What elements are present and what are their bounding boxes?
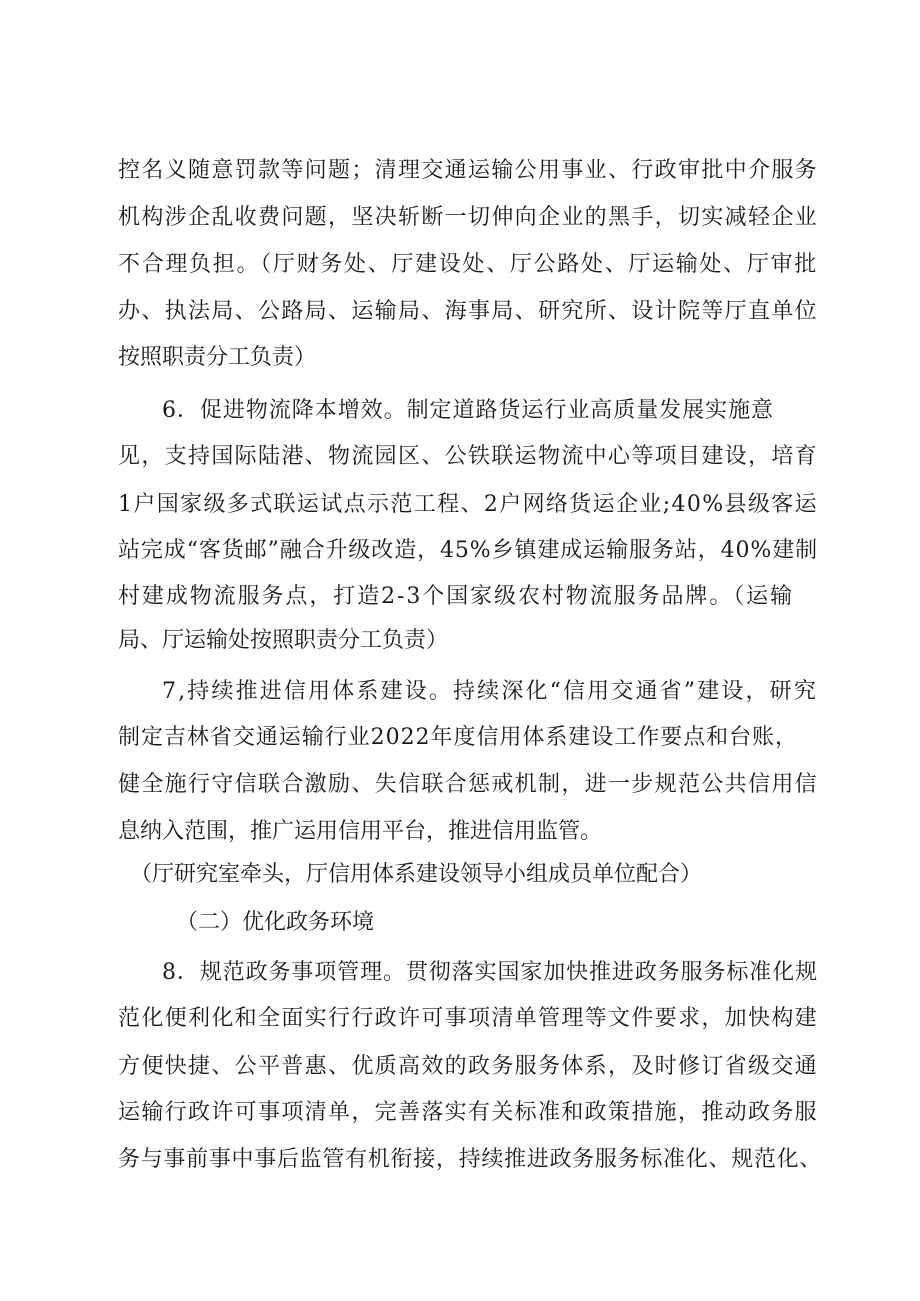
paragraph-heading-line: 7,持续推进信用体系建设。持续深化“信用交通省”建设，研究 [162,679,818,704]
paragraph-heading-line: 6．促进物流降本增效。制定道路货运行业高质量发展实施意 [162,398,774,423]
text-line: 健全施行守信联合激励、失信联合惩戒机制，进一步规范公共信用信 [118,772,818,797]
text-line: 控名义随意罚款等问题；清理交通运输公用事业、行政审批中介服务 [118,158,818,183]
text-line: 不合理负担。（厅财务处、厅建设处、厅公路处、厅运输处、厅审批 [118,252,818,277]
text-line: 制定吉林省交通运输行业2022年度信用体系建设工作要点和台账， [118,725,798,750]
text-line: 机构涉企乱收费问题，坚决斩断一切伸向企业的黑手，切实减轻企业 [118,205,818,230]
text-line: （厅研究室牵头，厅信用体系建设领导小组成员单位配合） [130,862,703,887]
paragraph-heading-line: 8．规范政务事项管理。贯彻落实国家加快推进政务服务标准化规 [162,960,818,985]
text-line: 见，支持国际陆港、物流园区、公铁联运物流中心等项目建设，培育 [118,444,818,469]
text-line: 按照职责分工负责） [118,345,317,370]
text-line: 务与事前事中事后监管有机衔接，持续推进政务服务标准化、规范化、 [118,1147,822,1172]
text-line: 息纳入范围，推广运用信用平台，推进信用监管。 [118,819,603,844]
text-line: 村建成物流服务点，打造2-3个国家级农村物流服务品牌。（运输 [118,584,794,609]
section-heading: （二）优化政务环境 [176,910,375,935]
text-line: 方便快捷、公平普惠、优质高效的政务服务体系，及时修订省级交通 [118,1054,818,1079]
text-line: 范化便利化和全面实行行政许可事项清单管理等文件要求，加快构建 [118,1006,818,1031]
text-line: 局、厅运输处按照职责分工负责） [118,628,449,653]
text-line: 运输行政许可事项清单，完善落实有关标准和政策措施，推动政务服 [118,1100,818,1125]
text-line: 办、执法局、公路局、运输局、海事局、研究所、设计院等厅直单位 [118,299,818,324]
text-line: 1户国家级多式联运试点示范工程、2户网络货运企业;40%县级客运 [118,492,818,517]
text-line: 站完成“客货邮”融合升级改造，45%乡镇建成运输服务站，40%建制 [118,538,818,563]
